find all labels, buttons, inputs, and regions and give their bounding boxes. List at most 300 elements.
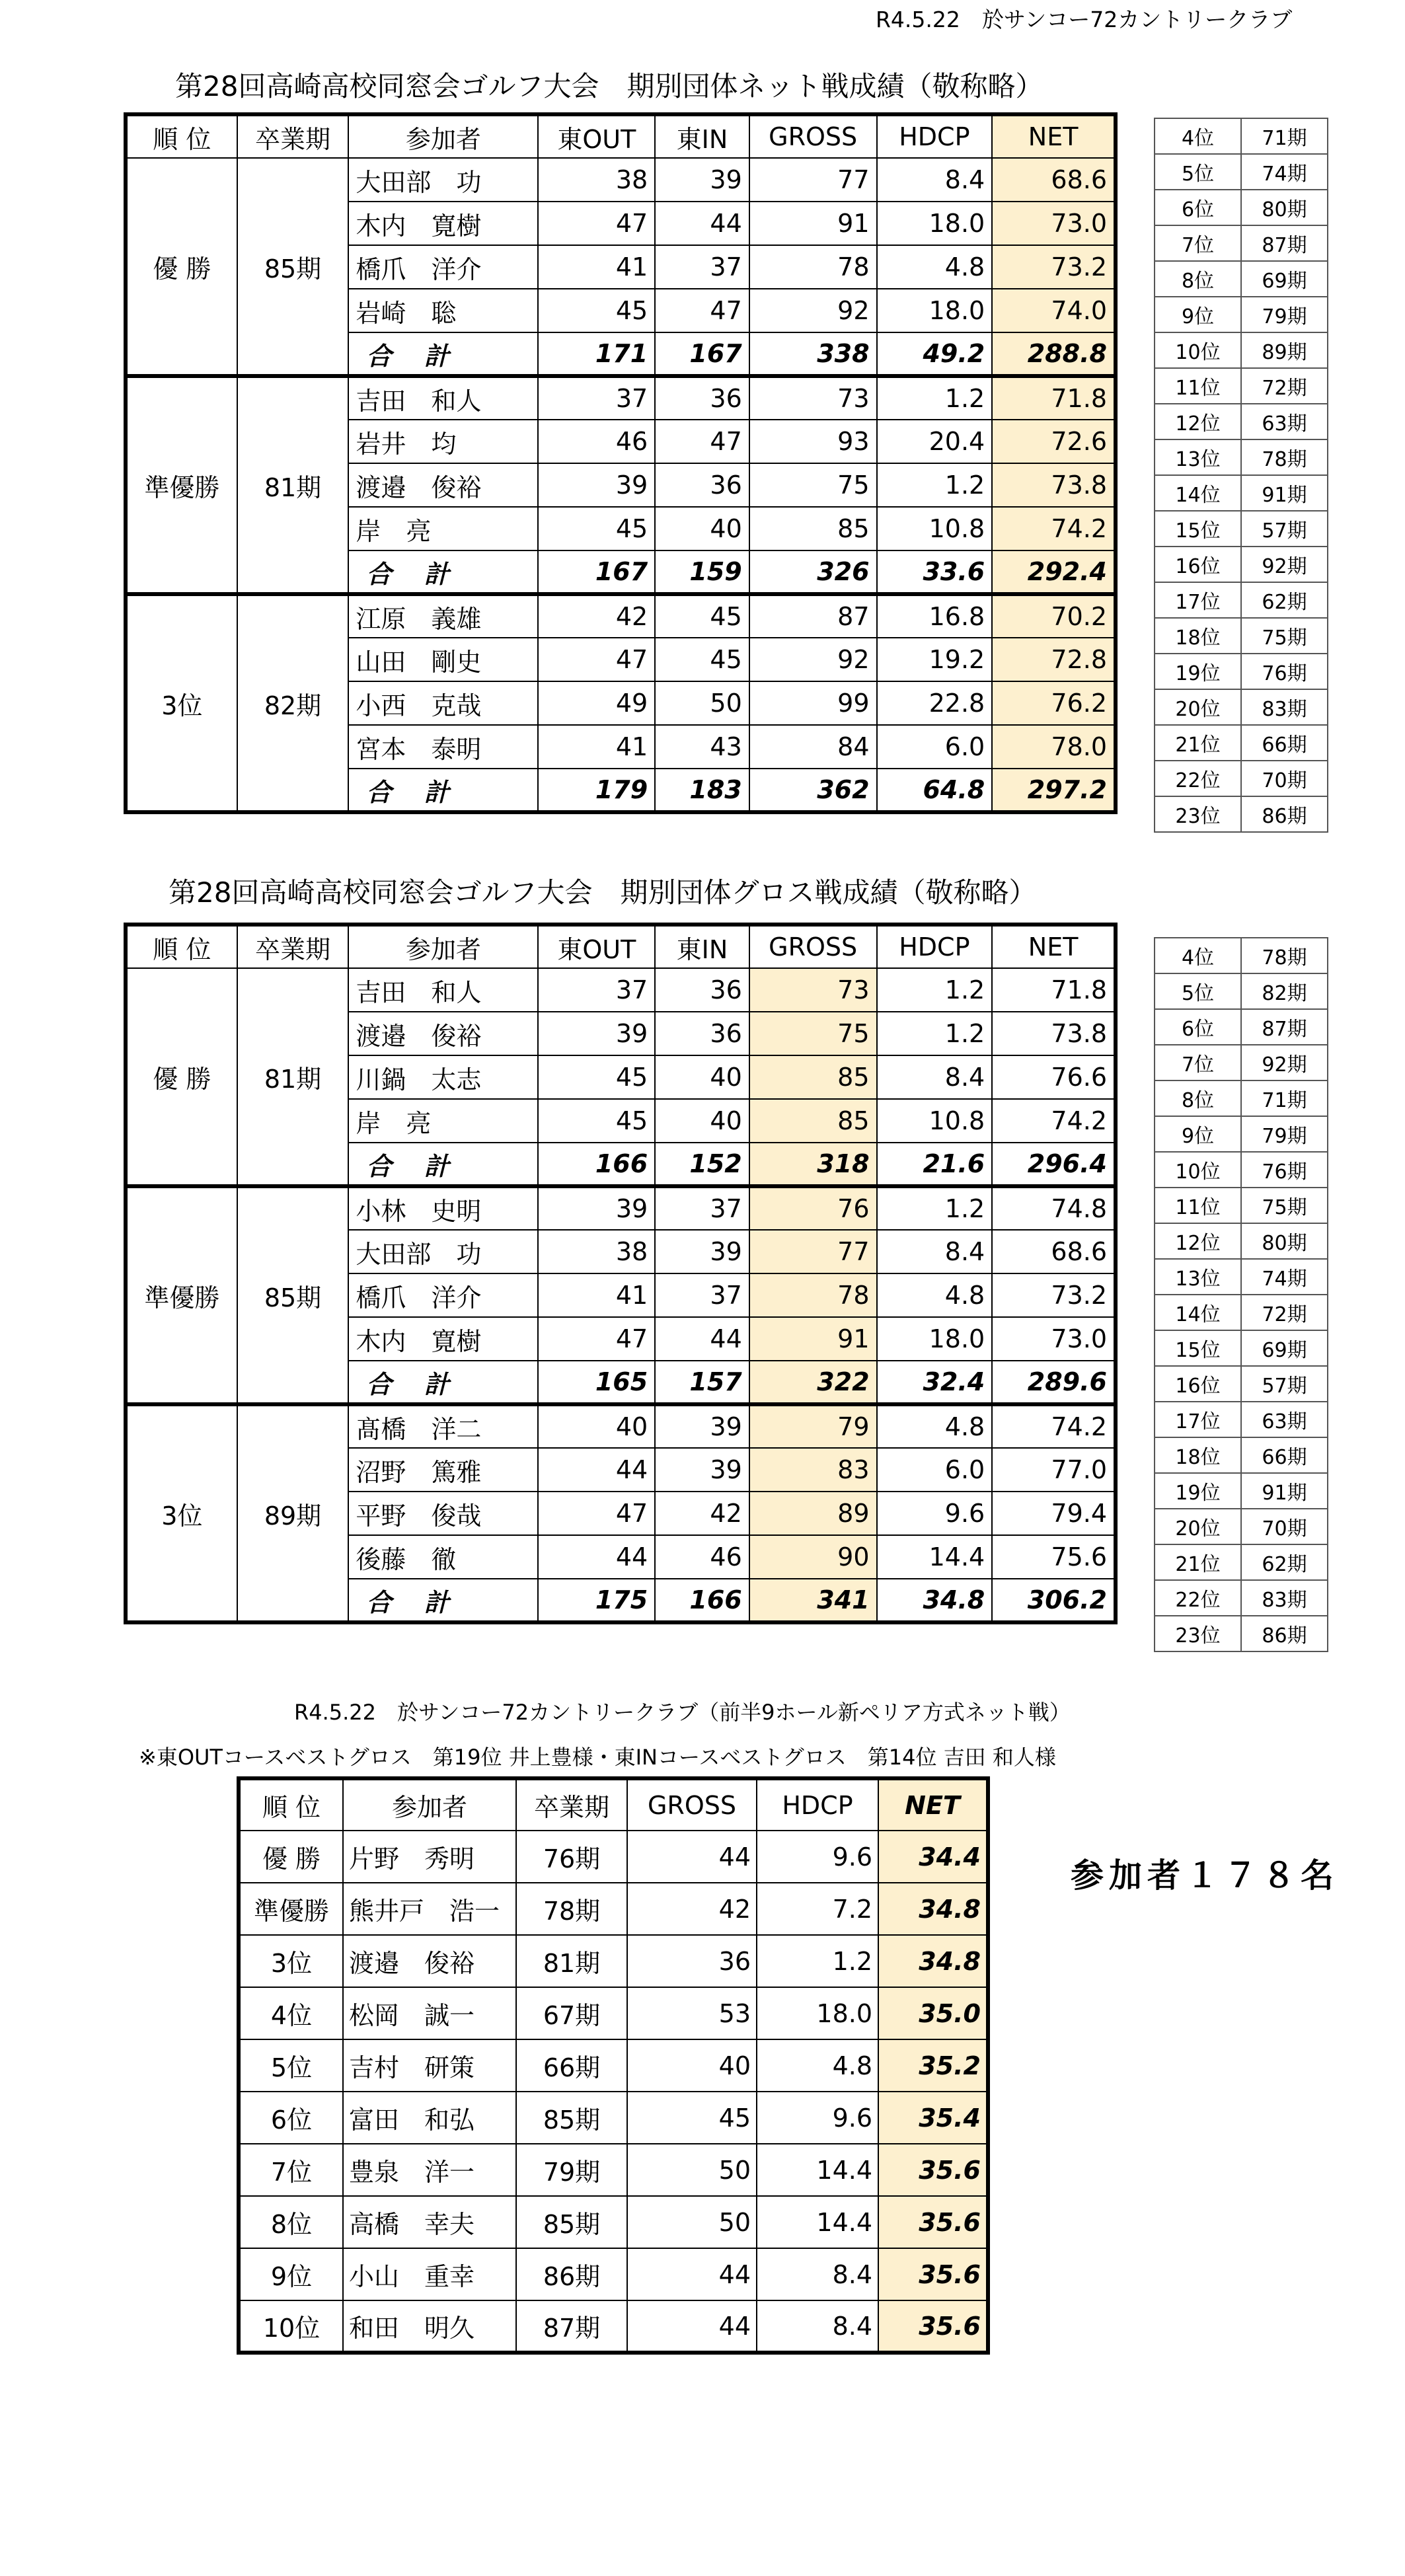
side-term: 78期 bbox=[1241, 938, 1328, 973]
rank-cell: 準優勝 bbox=[126, 376, 237, 594]
score-cell: 1.2 bbox=[877, 376, 993, 420]
score-cell: 89 bbox=[749, 1492, 877, 1535]
member-name: 岩崎 聡 bbox=[348, 289, 538, 332]
score-cell: 92 bbox=[749, 289, 877, 332]
table-row bbox=[239, 1831, 988, 1883]
side-rank: 14位 bbox=[1155, 475, 1241, 511]
member-name: 和田 明久 bbox=[343, 2300, 516, 2353]
table-row bbox=[126, 158, 1116, 202]
member-name: 富田 和弘 bbox=[343, 2092, 516, 2144]
column-header: GROSS bbox=[749, 114, 877, 158]
score-cell: 78 bbox=[749, 1273, 877, 1317]
rank-cell: 7位 bbox=[239, 2144, 343, 2196]
rank-cell: 準優勝 bbox=[126, 1186, 237, 1404]
side-rank: 4位 bbox=[1155, 118, 1241, 154]
member-name: 川鍋 太志 bbox=[348, 1055, 538, 1099]
side-rank: 5位 bbox=[1155, 973, 1241, 1009]
score-cell: 10.8 bbox=[877, 507, 993, 550]
total-value: 34.8 bbox=[877, 1579, 993, 1622]
side-row bbox=[1155, 1045, 1328, 1080]
score-cell: 84 bbox=[749, 725, 877, 769]
side-rank: 17位 bbox=[1155, 1402, 1241, 1437]
score-cell: 73.0 bbox=[992, 202, 1116, 245]
score-cell: 9.6 bbox=[877, 1492, 993, 1535]
side-term: 57期 bbox=[1241, 1366, 1328, 1402]
side-rank: 19位 bbox=[1155, 654, 1241, 689]
side-rank: 13位 bbox=[1155, 439, 1241, 475]
side-rank: 6位 bbox=[1155, 190, 1241, 225]
score-cell: 40 bbox=[655, 507, 749, 550]
term-cell: 78期 bbox=[516, 1883, 627, 1935]
score-cell: 1.2 bbox=[877, 1012, 993, 1055]
side-row bbox=[1155, 261, 1328, 297]
score-cell: 77 bbox=[749, 158, 877, 202]
side-row bbox=[1155, 297, 1328, 332]
side-term: 74期 bbox=[1241, 1259, 1328, 1295]
score-cell: 47 bbox=[655, 420, 749, 463]
score-cell: 70.2 bbox=[992, 594, 1116, 638]
side-row bbox=[1155, 475, 1328, 511]
table-row bbox=[126, 1404, 1116, 1448]
score-cell: 39 bbox=[655, 1230, 749, 1273]
term-cell: 79期 bbox=[516, 2144, 627, 2196]
side-term: 62期 bbox=[1241, 1544, 1328, 1580]
total-value: 297.2 bbox=[992, 769, 1116, 812]
gross-cell: 44 bbox=[627, 2248, 757, 2300]
term-cell: 82期 bbox=[237, 594, 349, 812]
gross-team-table bbox=[124, 923, 1118, 1624]
side-term: 71期 bbox=[1241, 1080, 1328, 1116]
table-row bbox=[126, 376, 1116, 420]
gross-cell: 50 bbox=[627, 2144, 757, 2196]
side-row bbox=[1155, 368, 1328, 404]
individual-info-1: R4.5.22 於サンコー72カントリークラブ（前半9ホール新ペリア方式ネット戦） bbox=[294, 1700, 1071, 1725]
score-cell: 73 bbox=[749, 968, 877, 1012]
score-cell: 20.4 bbox=[877, 420, 993, 463]
score-cell: 42 bbox=[538, 594, 655, 638]
side-row bbox=[1155, 1473, 1328, 1509]
side-rank: 5位 bbox=[1155, 154, 1241, 190]
column-header: 順 位 bbox=[126, 925, 237, 968]
side-rank: 11位 bbox=[1155, 1188, 1241, 1223]
side-row bbox=[1155, 190, 1328, 225]
score-cell: 45 bbox=[538, 507, 655, 550]
member-name: 平野 俊哉 bbox=[348, 1492, 538, 1535]
table-row bbox=[239, 2300, 988, 2353]
rank-cell: 優 勝 bbox=[126, 968, 237, 1186]
hdcp-cell: 1.2 bbox=[757, 1935, 878, 1987]
score-cell: 49 bbox=[538, 681, 655, 725]
column-header: 卒業期 bbox=[237, 114, 349, 158]
side-rank: 15位 bbox=[1155, 1330, 1241, 1366]
side-term: 83期 bbox=[1241, 689, 1328, 725]
header-row bbox=[239, 1778, 988, 1831]
score-cell: 45 bbox=[655, 638, 749, 681]
net-cell: 35.6 bbox=[878, 2196, 988, 2248]
side-row bbox=[1155, 654, 1328, 689]
side-row bbox=[1155, 1402, 1328, 1437]
side-term: 82期 bbox=[1241, 973, 1328, 1009]
score-cell: 46 bbox=[538, 420, 655, 463]
column-header: 卒業期 bbox=[237, 925, 349, 968]
gross-cell: 53 bbox=[627, 1987, 757, 2039]
term-cell: 89期 bbox=[237, 1404, 349, 1622]
column-header: 参加者 bbox=[348, 114, 538, 158]
side-rank: 11位 bbox=[1155, 368, 1241, 404]
side-row bbox=[1155, 938, 1328, 973]
side-row bbox=[1155, 796, 1328, 832]
side-row bbox=[1155, 547, 1328, 582]
rank-cell: 優 勝 bbox=[239, 1831, 343, 1883]
score-cell: 36 bbox=[655, 463, 749, 507]
side-row bbox=[1155, 1330, 1328, 1366]
side-term: 92期 bbox=[1241, 547, 1328, 582]
hdcp-cell: 14.4 bbox=[757, 2144, 878, 2196]
side-rank: 12位 bbox=[1155, 404, 1241, 439]
score-cell: 42 bbox=[655, 1492, 749, 1535]
gross-cell: 36 bbox=[627, 1935, 757, 1987]
column-header: 東OUT bbox=[538, 114, 655, 158]
score-cell: 37 bbox=[538, 376, 655, 420]
side-row bbox=[1155, 1259, 1328, 1295]
individual-table bbox=[237, 1776, 990, 2355]
side-term: 83期 bbox=[1241, 1580, 1328, 1616]
score-cell: 68.6 bbox=[992, 158, 1116, 202]
score-cell: 36 bbox=[655, 1012, 749, 1055]
side-rank: 7位 bbox=[1155, 225, 1241, 261]
rank-cell: 9位 bbox=[239, 2248, 343, 2300]
header-date-venue: R4.5.22 於サンコー72カントリークラブ bbox=[876, 7, 1293, 32]
column-header: 卒業期 bbox=[516, 1778, 627, 1831]
member-name: 髙橋 洋二 bbox=[348, 1404, 538, 1448]
score-cell: 99 bbox=[749, 681, 877, 725]
member-name: 岸 亮 bbox=[348, 1099, 538, 1143]
side-term: 75期 bbox=[1241, 618, 1328, 654]
column-header: 東IN bbox=[655, 114, 749, 158]
term-cell: 87期 bbox=[516, 2300, 627, 2353]
member-name: 後藤 徹 bbox=[348, 1535, 538, 1579]
net-cell: 35.4 bbox=[878, 2092, 988, 2144]
score-cell: 8.4 bbox=[877, 1055, 993, 1099]
score-cell: 50 bbox=[655, 681, 749, 725]
score-cell: 8.4 bbox=[877, 1230, 993, 1273]
score-cell: 39 bbox=[538, 1012, 655, 1055]
score-cell: 37 bbox=[655, 245, 749, 289]
gross-cell: 50 bbox=[627, 2196, 757, 2248]
side-rank: 21位 bbox=[1155, 1544, 1241, 1580]
total-value: 21.6 bbox=[877, 1143, 993, 1186]
score-cell: 72.6 bbox=[992, 420, 1116, 463]
column-header: GROSS bbox=[627, 1778, 757, 1831]
side-row bbox=[1155, 332, 1328, 368]
score-cell: 77 bbox=[749, 1230, 877, 1273]
side-term: 71期 bbox=[1241, 118, 1328, 154]
side-term: 63期 bbox=[1241, 404, 1328, 439]
score-cell: 19.2 bbox=[877, 638, 993, 681]
side-term: 70期 bbox=[1241, 761, 1328, 796]
side-rank: 19位 bbox=[1155, 1473, 1241, 1509]
table-row bbox=[239, 1883, 988, 1935]
score-cell: 73.0 bbox=[992, 1317, 1116, 1361]
table-row bbox=[126, 594, 1116, 638]
total-value: 288.8 bbox=[992, 332, 1116, 376]
score-cell: 45 bbox=[655, 594, 749, 638]
total-value: 64.8 bbox=[877, 769, 993, 812]
side-row bbox=[1155, 439, 1328, 475]
score-cell: 40 bbox=[655, 1099, 749, 1143]
score-cell: 74.8 bbox=[992, 1186, 1116, 1230]
score-cell: 38 bbox=[538, 1230, 655, 1273]
score-cell: 47 bbox=[655, 289, 749, 332]
score-cell: 8.4 bbox=[877, 158, 993, 202]
side-term: 63期 bbox=[1241, 1402, 1328, 1437]
term-cell: 85期 bbox=[237, 1186, 349, 1404]
side-term: 76期 bbox=[1241, 654, 1328, 689]
total-value: 341 bbox=[749, 1579, 877, 1622]
column-header: 東OUT bbox=[538, 925, 655, 968]
side-term: 86期 bbox=[1241, 1616, 1328, 1651]
member-name: 豊泉 洋一 bbox=[343, 2144, 516, 2196]
side-term: 66期 bbox=[1241, 1437, 1328, 1473]
score-cell: 74.2 bbox=[992, 1099, 1116, 1143]
total-value: 32.4 bbox=[877, 1361, 993, 1404]
table-row bbox=[239, 2039, 988, 2092]
score-cell: 78 bbox=[749, 245, 877, 289]
side-rank: 8位 bbox=[1155, 261, 1241, 297]
side-rank: 18位 bbox=[1155, 618, 1241, 654]
side-term: 79期 bbox=[1241, 1116, 1328, 1152]
member-name: 岸 亮 bbox=[348, 507, 538, 550]
total-value: 33.6 bbox=[877, 550, 993, 594]
hdcp-cell: 14.4 bbox=[757, 2196, 878, 2248]
member-name: 吉田 和人 bbox=[348, 376, 538, 420]
side-term: 70期 bbox=[1241, 1509, 1328, 1544]
term-cell: 81期 bbox=[237, 968, 349, 1186]
score-cell: 47 bbox=[538, 1317, 655, 1361]
side-row bbox=[1155, 582, 1328, 618]
score-cell: 85 bbox=[749, 1055, 877, 1099]
score-cell: 76.6 bbox=[992, 1055, 1116, 1099]
total-value: 306.2 bbox=[992, 1579, 1116, 1622]
member-name: 高橋 幸夫 bbox=[343, 2196, 516, 2248]
total-value: 167 bbox=[538, 550, 655, 594]
score-cell: 1.2 bbox=[877, 1186, 993, 1230]
column-header: 順 位 bbox=[126, 114, 237, 158]
score-cell: 43 bbox=[655, 725, 749, 769]
individual-info-2: ※東OUTコースベストグロス 第19位 井上豊様・東INコースベストグロス 第14位 吉田 和人様 bbox=[139, 1745, 1056, 1770]
rank-cell: 優 勝 bbox=[126, 158, 237, 376]
total-value: 49.2 bbox=[877, 332, 993, 376]
member-name: 岩井 均 bbox=[348, 420, 538, 463]
score-cell: 93 bbox=[749, 420, 877, 463]
side-term: 72期 bbox=[1241, 368, 1328, 404]
side-rank: 9位 bbox=[1155, 1116, 1241, 1152]
score-cell: 91 bbox=[749, 1317, 877, 1361]
score-cell: 6.0 bbox=[877, 725, 993, 769]
total-value: 165 bbox=[538, 1361, 655, 1404]
hdcp-cell: 9.6 bbox=[757, 2092, 878, 2144]
rank-cell: 3位 bbox=[126, 594, 237, 812]
score-cell: 18.0 bbox=[877, 202, 993, 245]
score-cell: 68.6 bbox=[992, 1230, 1116, 1273]
score-cell: 74.2 bbox=[992, 507, 1116, 550]
side-term: 72期 bbox=[1241, 1295, 1328, 1330]
score-cell: 1.2 bbox=[877, 463, 993, 507]
member-name: 大田部 功 bbox=[348, 158, 538, 202]
side-term: 87期 bbox=[1241, 225, 1328, 261]
member-name: 小西 克哉 bbox=[348, 681, 538, 725]
total-label: 合 計 bbox=[348, 1579, 538, 1622]
term-cell: 85期 bbox=[237, 158, 349, 376]
side-row bbox=[1155, 1188, 1328, 1223]
side-term: 74期 bbox=[1241, 154, 1328, 190]
term-cell: 85期 bbox=[516, 2092, 627, 2144]
table-row bbox=[239, 1935, 988, 1987]
net-side-ranking bbox=[1154, 118, 1328, 833]
score-cell: 79.4 bbox=[992, 1492, 1116, 1535]
side-row bbox=[1155, 973, 1328, 1009]
side-row bbox=[1155, 1509, 1328, 1544]
total-value: 296.4 bbox=[992, 1143, 1116, 1186]
side-rank: 12位 bbox=[1155, 1223, 1241, 1259]
score-cell: 90 bbox=[749, 1535, 877, 1579]
total-value: 322 bbox=[749, 1361, 877, 1404]
column-header: 参加者 bbox=[343, 1778, 516, 1831]
table-row bbox=[126, 1186, 1116, 1230]
side-term: 86期 bbox=[1241, 796, 1328, 832]
net-cell: 35.0 bbox=[878, 1987, 988, 2039]
side-rank: 16位 bbox=[1155, 1366, 1241, 1402]
side-rank: 9位 bbox=[1155, 297, 1241, 332]
side-rank: 15位 bbox=[1155, 511, 1241, 547]
side-rank: 23位 bbox=[1155, 796, 1241, 832]
side-row bbox=[1155, 118, 1328, 154]
side-rank: 4位 bbox=[1155, 938, 1241, 973]
term-cell: 86期 bbox=[516, 2248, 627, 2300]
score-cell: 92 bbox=[749, 638, 877, 681]
side-row bbox=[1155, 1080, 1328, 1116]
score-cell: 14.4 bbox=[877, 1535, 993, 1579]
score-cell: 73.2 bbox=[992, 1273, 1116, 1317]
total-value: 152 bbox=[655, 1143, 749, 1186]
table-row bbox=[126, 968, 1116, 1012]
total-value: 179 bbox=[538, 769, 655, 812]
column-header: HDCP bbox=[877, 925, 993, 968]
total-value: 318 bbox=[749, 1143, 877, 1186]
side-row bbox=[1155, 1616, 1328, 1651]
side-term: 92期 bbox=[1241, 1045, 1328, 1080]
score-cell: 37 bbox=[538, 968, 655, 1012]
hdcp-cell: 4.8 bbox=[757, 2039, 878, 2092]
score-cell: 78.0 bbox=[992, 725, 1116, 769]
score-cell: 71.8 bbox=[992, 376, 1116, 420]
score-cell: 4.8 bbox=[877, 1404, 993, 1448]
hdcp-cell: 7.2 bbox=[757, 1883, 878, 1935]
side-row bbox=[1155, 725, 1328, 761]
side-rank: 14位 bbox=[1155, 1295, 1241, 1330]
net-cell: 35.6 bbox=[878, 2300, 988, 2353]
column-header: 東IN bbox=[655, 925, 749, 968]
column-header: NET bbox=[878, 1778, 988, 1831]
total-value: 292.4 bbox=[992, 550, 1116, 594]
side-rank: 8位 bbox=[1155, 1080, 1241, 1116]
side-rank: 10位 bbox=[1155, 332, 1241, 368]
total-value: 171 bbox=[538, 332, 655, 376]
rank-cell: 準優勝 bbox=[239, 1883, 343, 1935]
member-name: 大田部 功 bbox=[348, 1230, 538, 1273]
hdcp-cell: 8.4 bbox=[757, 2300, 878, 2353]
member-name: 橋爪 洋介 bbox=[348, 1273, 538, 1317]
score-cell: 10.8 bbox=[877, 1099, 993, 1143]
side-term: 91期 bbox=[1241, 475, 1328, 511]
total-value: 326 bbox=[749, 550, 877, 594]
side-term: 79期 bbox=[1241, 297, 1328, 332]
participant-count: 参加者１７８名 bbox=[1071, 1856, 1339, 1895]
score-cell: 39 bbox=[655, 1404, 749, 1448]
score-cell: 40 bbox=[538, 1404, 655, 1448]
total-label: 合 計 bbox=[348, 1143, 538, 1186]
member-name: 山田 剛史 bbox=[348, 638, 538, 681]
score-cell: 75.6 bbox=[992, 1535, 1116, 1579]
score-cell: 75 bbox=[749, 463, 877, 507]
score-cell: 36 bbox=[655, 376, 749, 420]
side-rank: 16位 bbox=[1155, 547, 1241, 582]
net-cell: 35.2 bbox=[878, 2039, 988, 2092]
score-cell: 40 bbox=[655, 1055, 749, 1099]
side-row bbox=[1155, 511, 1328, 547]
score-cell: 4.8 bbox=[877, 245, 993, 289]
rank-cell: 10位 bbox=[239, 2300, 343, 2353]
score-cell: 46 bbox=[655, 1535, 749, 1579]
side-term: 78期 bbox=[1241, 439, 1328, 475]
side-term: 80期 bbox=[1241, 190, 1328, 225]
score-cell: 45 bbox=[538, 1055, 655, 1099]
score-cell: 36 bbox=[655, 968, 749, 1012]
side-term: 57期 bbox=[1241, 511, 1328, 547]
total-value: 289.6 bbox=[992, 1361, 1116, 1404]
score-cell: 1.2 bbox=[877, 968, 993, 1012]
side-term: 69期 bbox=[1241, 1330, 1328, 1366]
table-row bbox=[239, 1987, 988, 2039]
side-rank: 18位 bbox=[1155, 1437, 1241, 1473]
term-cell: 67期 bbox=[516, 1987, 627, 2039]
column-header: NET bbox=[992, 925, 1116, 968]
score-cell: 72.8 bbox=[992, 638, 1116, 681]
hdcp-cell: 18.0 bbox=[757, 1987, 878, 2039]
side-row bbox=[1155, 225, 1328, 261]
score-cell: 75 bbox=[749, 1012, 877, 1055]
score-cell: 6.0 bbox=[877, 1448, 993, 1492]
total-label: 合 計 bbox=[348, 332, 538, 376]
side-row bbox=[1155, 404, 1328, 439]
score-cell: 18.0 bbox=[877, 1317, 993, 1361]
score-cell: 85 bbox=[749, 507, 877, 550]
net-team-table bbox=[124, 112, 1118, 814]
member-name: 小林 史明 bbox=[348, 1186, 538, 1230]
table-row bbox=[239, 2248, 988, 2300]
score-cell: 73.8 bbox=[992, 1012, 1116, 1055]
gross-side-ranking bbox=[1154, 937, 1328, 1652]
hdcp-cell: 8.4 bbox=[757, 2248, 878, 2300]
member-name: 宮本 泰明 bbox=[348, 725, 538, 769]
total-label: 合 計 bbox=[348, 550, 538, 594]
net-cell: 34.8 bbox=[878, 1935, 988, 1987]
score-cell: 87 bbox=[749, 594, 877, 638]
member-name: 江原 義雄 bbox=[348, 594, 538, 638]
score-cell: 44 bbox=[538, 1448, 655, 1492]
score-cell: 39 bbox=[538, 1186, 655, 1230]
side-row bbox=[1155, 1544, 1328, 1580]
